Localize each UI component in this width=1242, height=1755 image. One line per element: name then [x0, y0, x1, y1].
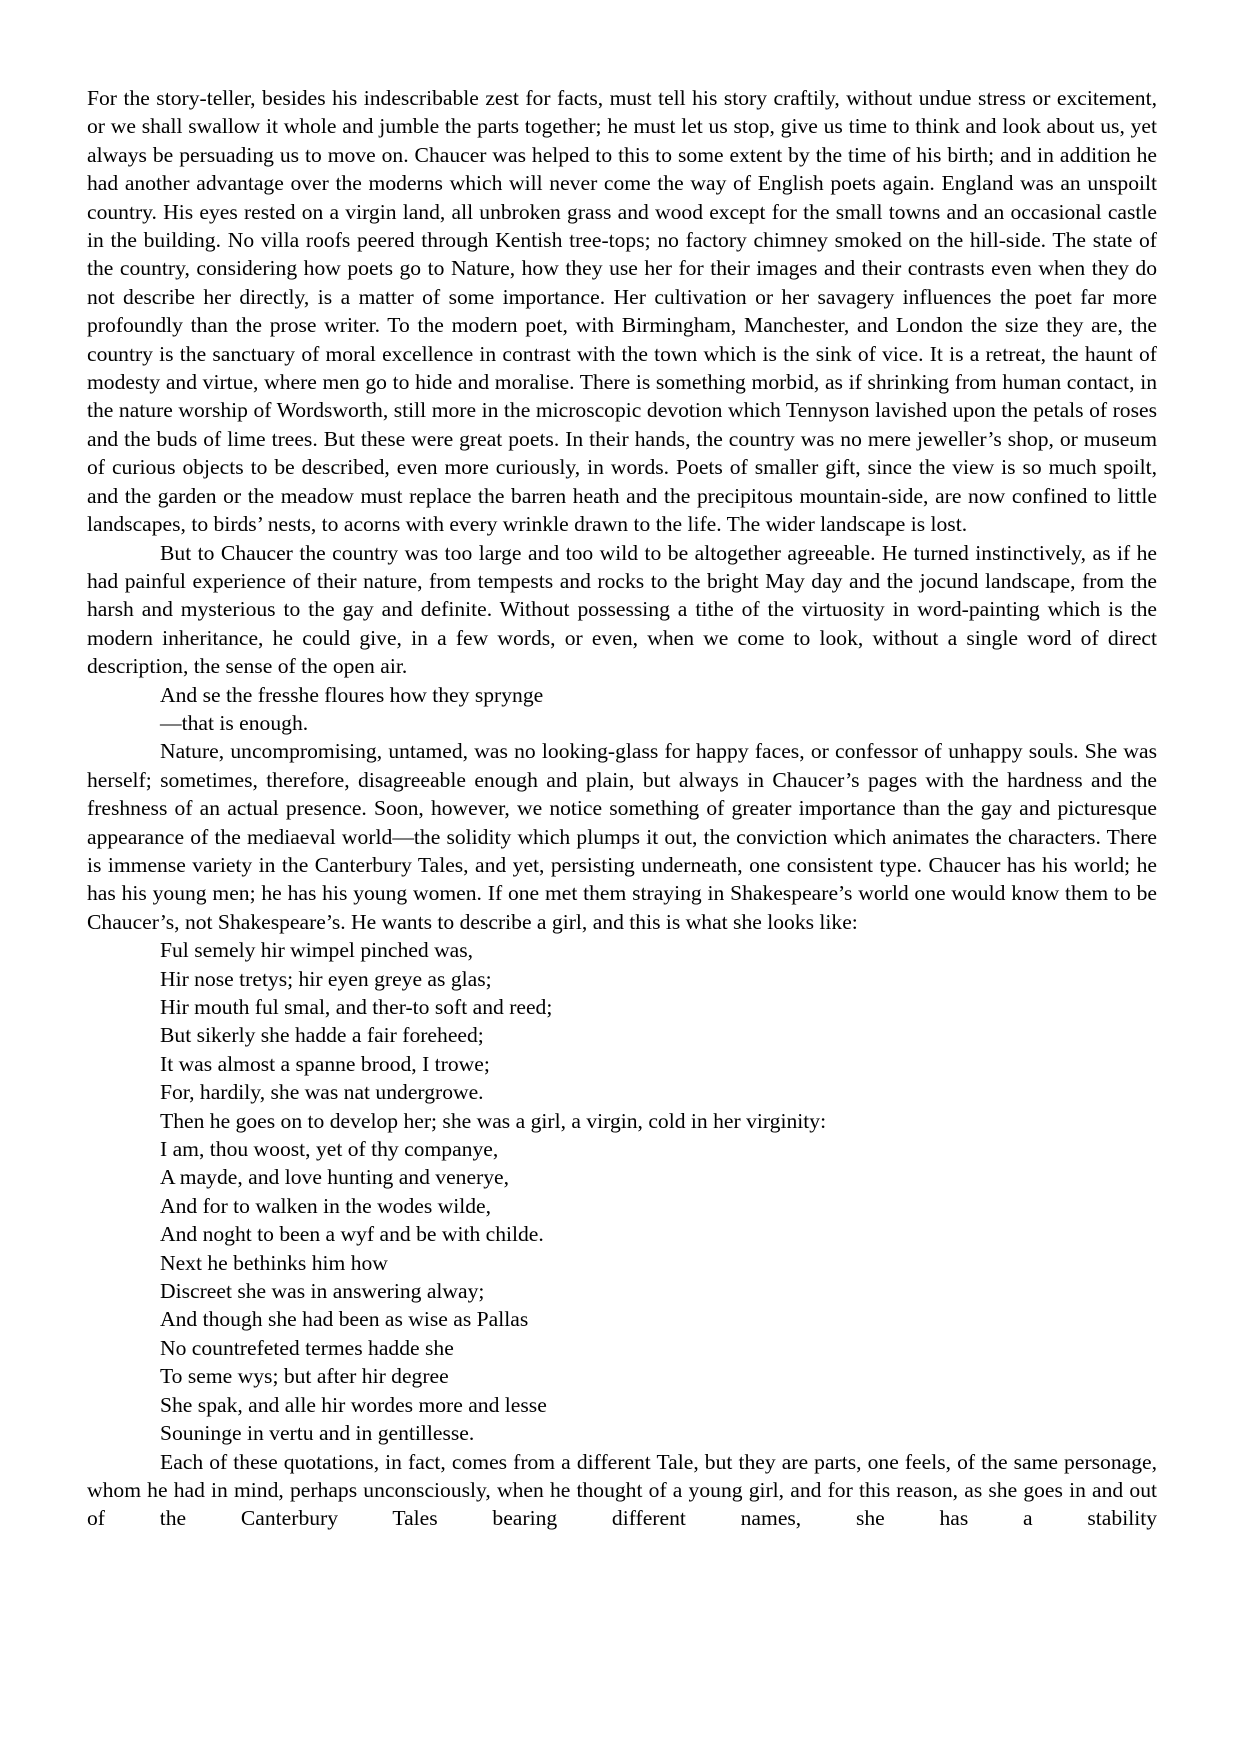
verse-line: But sikerly she hadde a fair foreheed; — [160, 1023, 484, 1048]
paragraph-bethinks-him: Next he bethinks him how — [160, 1250, 388, 1275]
paragraph-that-is-enough: —that is enough. — [160, 710, 309, 735]
verse-line: She spak, and alle hir wordes more and lesse — [160, 1392, 547, 1417]
verse-block-mayde — [87, 1135, 1157, 1249]
verse-line: Souninge in vertu and in gentillesse. — [160, 1421, 475, 1446]
verse-line: For, hardily, she was nat undergrowe. — [160, 1080, 484, 1105]
paragraph-chaucer-country: But to Chaucer the country was too large and too wild to be altogether agreeable. He turned instinctively, as if he had painful experience of their nature, from tempests and rocks to the bright May day and the jocund landscape, from the harsh and mysterious to the gay and definite. Without possessing a tithe of the virtuosity in word-painting which is the modern inheritance, he could give, in a few words, or even, when we come to look, without a single word of direct description, the sense of the open air. — [87, 540, 1157, 679]
verse-line: And noght to been a wyf and be with childe. — [160, 1222, 544, 1247]
verse-line: And though she had been as wise as Pallas — [160, 1307, 529, 1332]
verse-line: Hir nose tretys; hir eyen greye as glas; — [160, 966, 492, 991]
verse-block-girl-description — [87, 936, 1157, 1106]
paragraph-develop-her: Then he goes on to develop her; she was a girl, a virgin, cold in her virginity: — [160, 1108, 827, 1133]
verse-line: It was almost a spanne brood, I trowe; — [160, 1051, 490, 1076]
verse-line: To seme wys; but after hir degree — [160, 1364, 449, 1389]
document-page — [87, 84, 1157, 1533]
verse-line: Discreet she was in answering alway; — [160, 1279, 485, 1304]
paragraph-nature-uncompromising: Nature, uncompromising, untamed, was no looking-glass for happy faces, or confessor of unhappy souls. She was herself; sometimes, therefore, disagreeable enough and plain, but always in Chaucer’s pages with the hardness and the freshness of an actual presence. Soon, however, we notice something of greater importance than the gay and picturesque appearance of the mediaeval world—the solidity which plumps it out, the conviction which animates the characters. There is immense variety in the Canterbury Tales, and yet, persisting underneath, one consistent type. Chaucer has his world; he has his young men; he has his young women. If one met them straying in Shakespeare’s world one would know them to be Chaucer’s, not Shakespeare’s. He wants to describe a girl, and this is what she looks like: — [87, 739, 1157, 934]
verse-line: And for to walken in the wodes wilde, — [160, 1193, 492, 1218]
verse-line: And se the fresshe floures how they sprynge — [160, 682, 544, 707]
verse-line: Hir mouth ful smal, and ther-to soft and reed; — [160, 995, 553, 1019]
paragraph-each-quotation: Each of these quotations, in fact, comes from a different Tale, but they are parts, one feels, of the same personage, whom he had in mind, perhaps unconsciously, when he thought of a young girl, and for this reason, as she goes in and out of the Canterbury Tales bearing different names, she has a stability — [87, 1449, 1157, 1531]
verse-line: Ful semely hir wimpel pinched was, — [160, 938, 474, 963]
verse-line: No countrefeted termes hadde she — [160, 1335, 454, 1360]
verse-block-discreet — [87, 1277, 1157, 1447]
verse-line: A mayde, and love hunting and venerye, — [160, 1165, 510, 1190]
paragraph-story-teller: For the story-teller, besides his indescribable zest for facts, must tell his story craftily, without undue stress or excitement, or we shall swallow it whole and jumble the parts together; he must let us stop, give us time to think and look about us, yet always be persuading us to move on. Chaucer was helped to this to some extent by the time of his birth; and in addition he had another advantage over the moderns which will never come the way of English poets again. England was an unspoilt country. His eyes rested on a virgin land, all unbroken grass and wood except for the small towns and an occasional castle in the building. No villa roofs peered through Kentish tree-tops; no factory chimney smoked on the hill-side. The state of the country, considering how poets go to Nature, how they use her for their images and their contrasts even when they do not describe her directly, is a matter of some importance. Her cultivation or her savagery influences the poet far more profoundly than the prose writer. To the modern poet, with Birmingham, Manchester, and London the size they are, the country is the sanctuary of moral excellence in contrast with the town which is the sink of vice. It is a retreat, the haunt of modesty and virtue, where men go to hide and moralise. There is something morbid, as if shrinking from human contact, in the nature worship of Wordsworth, still more in the microscopic devotion which Tennyson lavished upon the petals of roses and the buds of lime trees. But these were great poets. In their hands, the country was no mere jeweller’s shop, or museum of curious objects to be described, even more curiously, in words. Poets of smaller gift, since the view is so much spoilt, and the garden or the meadow must replace the barren heath and the precipitous mountain-side, are now confined to little landscapes, to birds’ nests, to acorns with every wrinkle drawn to the life. The wider landscape is lost. — [87, 86, 1157, 537]
verse-line: I am, thou woost, yet of thy companye, — [160, 1137, 499, 1162]
